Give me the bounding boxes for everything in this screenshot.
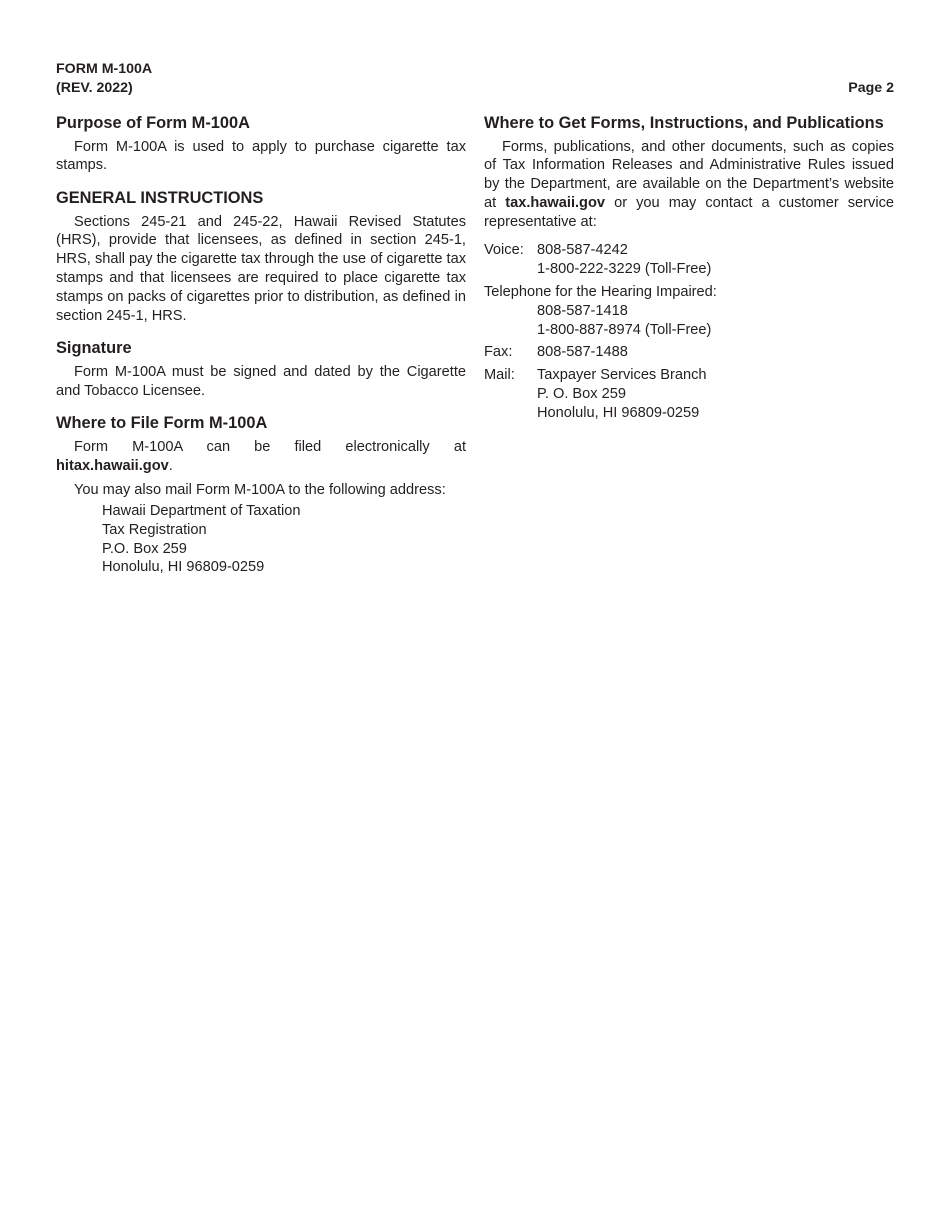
hitax-link[interactable]: hitax.hawaii.gov [56, 457, 169, 474]
fax-number: 808-587-1488 [537, 344, 628, 361]
address-line: Hawaii Department of Taxation [102, 503, 301, 520]
general-instructions-section [56, 189, 466, 325]
purpose-heading: Purpose of Form M-100A [56, 114, 250, 132]
signature-text: Form M-100A must be signed and dated by the Cigarette and Tobacco Licensee. [56, 363, 466, 399]
where-to-get-forms-section [484, 114, 894, 231]
page-number: Page 2 [848, 80, 894, 96]
hearing-impaired-phone: 808-587-1418 [537, 302, 628, 319]
address-line: Tax Registration [102, 521, 207, 538]
contact-hearing-impaired [484, 283, 894, 339]
right-column [484, 114, 894, 423]
signature-heading: Signature [56, 339, 132, 358]
voice-tollfree: 1-800-222-3229 (Toll-Free) [537, 261, 712, 278]
general-instructions-heading: GENERAL INSTRUCTIONS [56, 189, 264, 208]
file-electronically-text [56, 438, 466, 476]
forms-text-before: Forms, publications, and other documents, such as copies of Tax Information Releases and Administrative Rules issued by the Department, are available on the Department’s website at [484, 138, 894, 211]
address-line: Honolulu, HI 96809-0259 [102, 559, 265, 576]
form-header [56, 60, 152, 98]
forms-text-after: or you may contact a customer service representative at: [484, 194, 894, 230]
mail-line: Taxpayer Services Branch [537, 367, 707, 384]
file-text-before: Form M-100A can be filed electronically at [74, 438, 466, 455]
voice-label: Voice: [484, 242, 524, 259]
form-revision: (REV. 2022) [56, 80, 133, 96]
purpose-text: Form M-100A is used to apply to purchase cigarette tax stamps. [56, 138, 466, 174]
contact-voice [484, 241, 894, 279]
hearing-impaired-tollfree: 1-800-887-8974 (Toll-Free) [537, 321, 712, 338]
tax-hawaii-link[interactable]: tax.hawaii.gov [505, 194, 606, 211]
where-to-get-forms-text [484, 138, 894, 232]
contact-mail [484, 366, 894, 422]
where-to-file-section [56, 414, 466, 576]
hearing-impaired-label: Telephone for the Hearing Impaired: [484, 284, 717, 301]
contact-fax [484, 343, 894, 362]
mail-line: P. O. Box 259 [537, 386, 626, 403]
left-column [56, 114, 466, 591]
voice-phone: 808-587-4242 [537, 242, 628, 259]
fax-label: Fax: [484, 344, 513, 361]
mail-instructions-text: You may also mail Form M-100A to the following address: [74, 481, 446, 498]
address-line: P.O. Box 259 [102, 540, 187, 557]
where-to-get-forms-heading: Where to Get Forms, Instructions, and Publications [484, 114, 884, 132]
form-number: FORM M-100A [56, 61, 153, 77]
mailing-address [102, 502, 466, 576]
general-instructions-text: Sections 245-21 and 245-22, Hawaii Revised Statutes (HRS), provide that licensees, as defined in section 245-1, HRS, shall pay the cigarette tax through the use of cigarette tax stamps and that licensees are required to place cigarette tax stamps on packs of cigarettes prior to distribution, as defined in section 245-1, HRS. [56, 213, 466, 324]
mail-label: Mail: [484, 367, 515, 384]
signature-section [56, 339, 466, 400]
file-text-after: . [168, 457, 173, 474]
purpose-section [56, 114, 466, 175]
where-to-file-heading: Where to File Form M-100A [56, 414, 268, 433]
mail-line: Honolulu, HI 96809-0259 [537, 404, 700, 421]
